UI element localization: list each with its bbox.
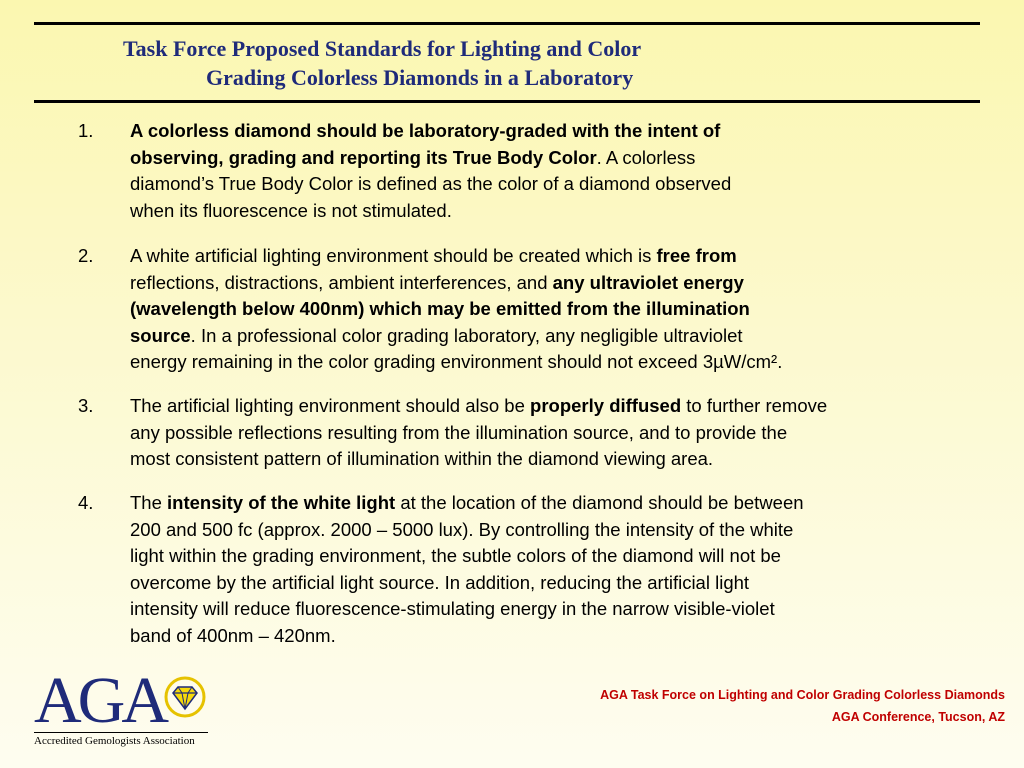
text-run: reflections, distractions, ambient interferences, and [130, 271, 553, 293]
bold-text: A colorless diamond should be laboratory-graded with the intent of [130, 120, 721, 141]
text-run: when its fluorescence is not stimulated. [130, 199, 452, 221]
item-number: 4. [78, 492, 94, 513]
text-run: light within the grading environment, the subtle colors of the diamond will not be [130, 545, 781, 566]
logo-letters: AGA [34, 664, 165, 737]
text-run: to further remove [681, 395, 828, 416]
item-line [130, 270, 1000, 297]
bold-text: any ultraviolet energy [552, 271, 744, 293]
item-number: 2. [78, 245, 94, 266]
bold-text: properly diffused [530, 395, 682, 416]
text-run: The [130, 492, 168, 513]
footer-line-1: AGA Task Force on Lighting and Color Grading Colorless Diamonds [600, 688, 1005, 702]
text-run: overcome by the artificial light source. In addition, reducing the artificial light [130, 571, 750, 593]
text-run: energy remaining in the color grading environment should not exceed 3µW/cm². [130, 351, 783, 372]
item-line [130, 517, 1000, 544]
text-run: intensity will reduce fluorescence-stimulating energy in the narrow visible-violet [130, 598, 775, 619]
item-number: 1. [78, 120, 94, 141]
text-run: most consistent pattern of illumination within the diamond viewing area. [130, 448, 714, 469]
text-run: A white artificial lighting environment should be created which is [130, 245, 657, 266]
item-text [130, 490, 1000, 649]
title-line-2: Grading Colorless Diamonds in a Laboratory [206, 65, 634, 90]
text-run: at the location of the diamond should be between [395, 492, 804, 513]
text-run: diamond’s True Body Color is defined as the color of a diamond observed [130, 173, 732, 194]
text-run: 200 and 500 fc (approx. 2000 – 5000 lux). By controlling the intensity of the white [130, 518, 794, 540]
item-line [130, 446, 1000, 473]
item-line [130, 145, 1000, 172]
bold-text: observing, grading and reporting its True Body Color [130, 146, 597, 168]
item-text [130, 393, 1000, 473]
bold-text: free from [656, 245, 737, 266]
item-line [130, 118, 1000, 145]
item-line [130, 171, 1000, 198]
bold-text: (wavelength below 400nm) which may be emitted from the illumination [130, 298, 750, 319]
logo-caption: Accredited Gemologists Association [34, 732, 208, 747]
footer-line-2: AGA Conference, Tucson, AZ [831, 710, 1005, 724]
text-run: band of 400nm – 420nm. [130, 624, 336, 646]
item-text [130, 243, 1000, 376]
item-line [130, 349, 1000, 376]
item-line [130, 393, 1000, 420]
text-run: any possible reflections resulting from the illumination source, and to provide the [130, 421, 788, 443]
item-line [130, 543, 1000, 570]
item-line [130, 198, 1000, 225]
item-line [130, 570, 1000, 597]
text-run: . In a professional color grading laboratory, any negligible ultraviolet [190, 324, 743, 346]
bold-text: source [130, 324, 191, 346]
item-line [130, 596, 1000, 623]
aga-logo [34, 664, 214, 752]
bold-text: intensity of the white light [167, 492, 396, 513]
title-line-1: Task Force Proposed Standards for Lighting and Color [123, 36, 642, 61]
text-run: The artificial lighting environment should also be [130, 395, 531, 416]
text-run: . A colorless [596, 146, 696, 168]
item-number: 3. [78, 395, 94, 416]
item-line [130, 323, 1000, 350]
top-rule [34, 22, 980, 25]
item-line [130, 296, 1000, 323]
item-line [130, 490, 1000, 517]
item-line [130, 623, 1000, 650]
slide-title [34, 34, 980, 92]
item-text [130, 118, 1000, 224]
item-line [130, 420, 1000, 447]
diamond-icon [164, 676, 206, 718]
item-line [130, 243, 1000, 270]
bottom-rule [34, 100, 980, 103]
